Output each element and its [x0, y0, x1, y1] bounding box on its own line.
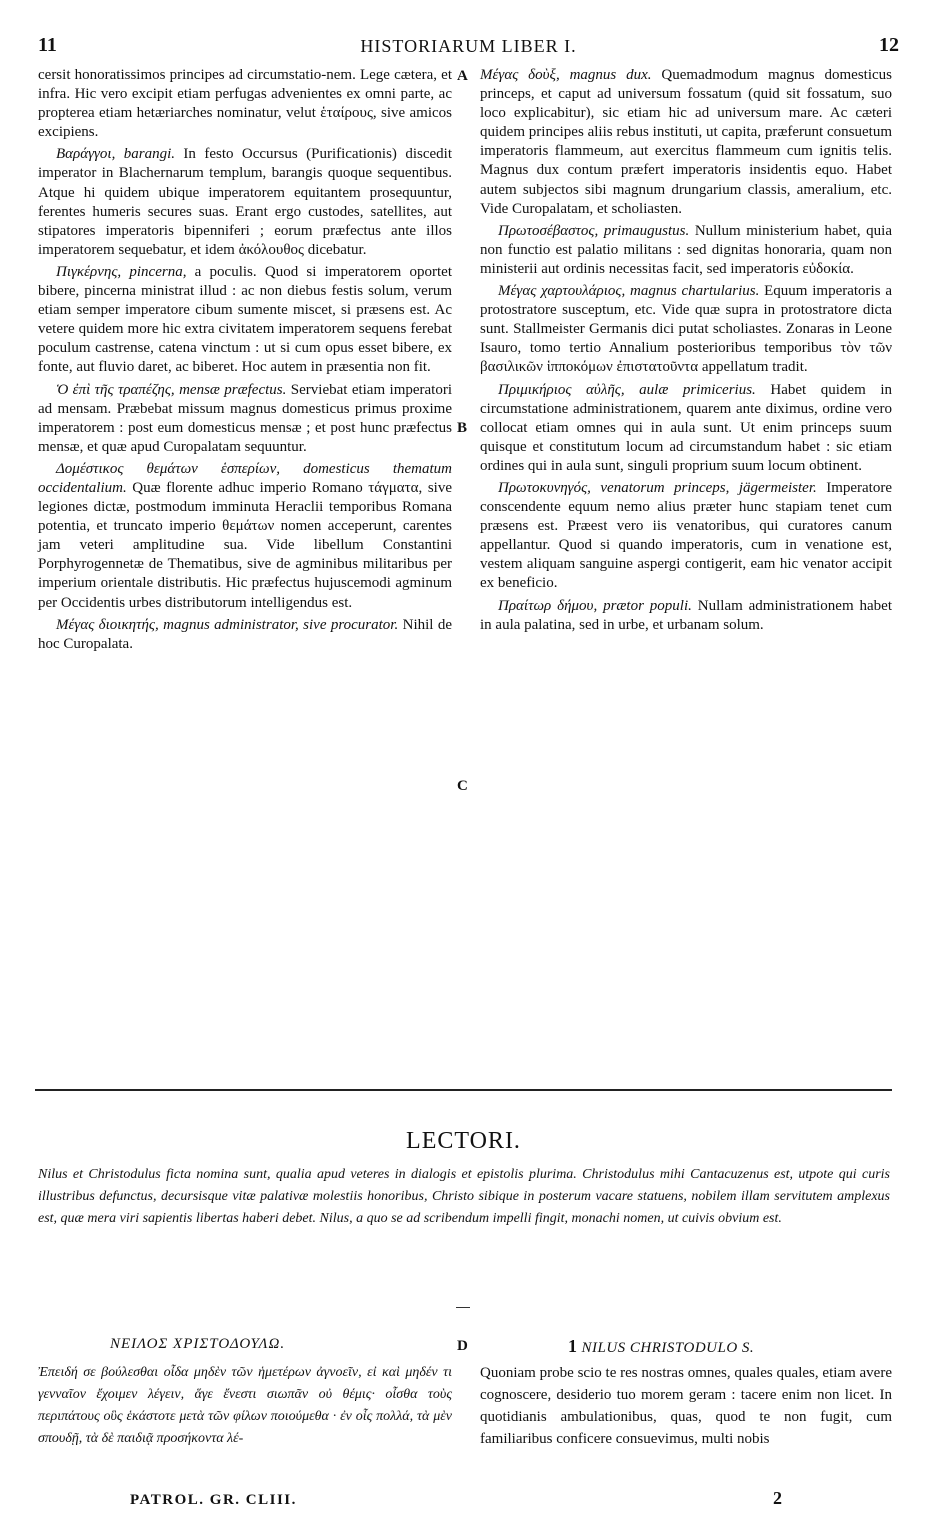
paragraph	[38, 145, 452, 260]
paragraph	[38, 460, 452, 613]
latin-letter-text: Quoniam probe scio te res nostras omnes, quales quales, etiam avere cognoscere, desiderio tuo morem geram : tacere enim non licet. In quotidianis ambulationibus, quas, quod te non fugit, cum familiaribus conficere consuevimus, multi nobis	[480, 1365, 892, 1447]
entry-text: Serviebat etiam imperatori ad mensam. Præbebat missum magnus domesticus primus proxime imperatorem : post eum domesticus mensæ ; et post hunc præfectus mensæ, et quæ apud Curopalatam sequuntur.	[38, 381, 452, 455]
entry-text: cersit honoratissimos principes ad circumstatio-nem. Lege cætera, et infra. Hic vero excipit etiam perfugas advenientes ex omni parte, ac propterea etiam hetæriarches nominatur, velut ἑταίρους, sive amicos excipiens.	[38, 67, 452, 141]
lectori-title: LECTORI.	[406, 1128, 521, 1154]
entry-text: a poculis. Quod si imperatorem oportet bibere, pincerna ministrat illud : ac non diebus festis solum, verum etiam semper imperatore cibum sumente miscet, si præsens est. Ac vetere quidem more hic extra civitatem imperatorem sequens ferebat poculum castrense, catena vinctum : ut si cum opus esset bibere, ex fonte, aut fluvio daret, ac biberet. Hoc autem in præsentia non fit.	[38, 263, 452, 376]
margin-marker-a: A	[457, 68, 468, 84]
small-divider	[456, 1307, 470, 1308]
entry-heading: Βαράγγοι, barangi.	[56, 146, 176, 163]
running-title: HISTORIARUM LIBER I.	[360, 36, 577, 56]
entry-heading: Μέγας διοικητής, magnus administrator, sive procurator.	[56, 616, 399, 633]
margin-marker-c: C	[457, 778, 468, 794]
latin-letter-title	[568, 1336, 754, 1357]
greek-letter-text: Ἐπειδή σε βούλεσθαι οἶδα μηδὲν τῶν ἡμετέρων ἀγνοεῖν, εἰ καὶ μηδέν τι γενναῖον ἔχοιμεν λέγειν, ἅγε ἔνεστι σιωπᾶν οὐ θέμις· οἶσθα τοὺς περιπάτους οὓς ἑκάστοτε μετὰ τῶν φίλων ποιούμεθα · ἐν οἷς πολλά, τὰ μὲν σπουδῇ, τὰ δὲ παιδιᾷ προσήκοντα λέ-	[38, 1365, 452, 1446]
entry-heading: Ὁ ἐπὶ τῆς τραπέζης, mensæ præfectus.	[56, 381, 287, 398]
margin-marker-d: D	[457, 1338, 468, 1354]
paragraph	[480, 282, 892, 377]
paragraph	[480, 597, 892, 635]
entry-heading: Πρωτοκυνηγός, venatorum princeps, jägermeister.	[498, 479, 817, 496]
signature-number: 2	[773, 1488, 782, 1508]
lectori-text: Nilus et Christodulus ficta nomina sunt, qualia apud veteres in dialogis et epistolis plurima. Christodulus mihi Cantacuzenus est, utpote qui curis illustribus defunctus, decursisque vitæ palativæ molestiis honoribus, Christo sibique in posterum vacare statuens, nobilem illam servitutem amplexus est, quæ mera viri sapientis libertas haberi debet. Nilus, a quo se ad scribendum impelli fingit, monachi nomen, ut cuivis obvium est.	[38, 1167, 890, 1226]
greek-letter-title: ΝΕΙΛΟΣ ΧΡΙΣΤΟΔΟΥΛΩ.	[110, 1336, 286, 1352]
entry-text: Habet quidem in circumstatione administrationem, quarem ante diximus, ordine vero collocat etiam omnes qui in aula sunt. Ut enim princeps suum quisque et constitutum locum ad circumstandum habet : sic etiam ordines qui in aula sunt, singuli proprium suum locum obtinent.	[480, 381, 892, 474]
entry-text: Quemadmodum magnus domesticus princeps, et caput ad universum fossatum (quid sit fossatum, suo loco explicabitur), sic etiam hic ad universum mare. Ac cæteri quidem principes aliis rebus instituti, ut capita, præferunt consuetum imperatoris flammeum, aut exercitus flammeum cum ignitis telis. Magnus dux contum præfert imperatoris insidentis equo. Habet autem subjectos sibi magnum drungarium classis, ameralium, etc. Vide Curopalatam, et scholiasten.	[480, 67, 893, 217]
entry-heading: Πιγκέρνης, pincerna,	[56, 263, 187, 280]
letter-number: 1	[568, 1336, 578, 1356]
paragraph	[480, 479, 892, 594]
entry-text: Nullam administrationem habet in aula palatina, sed in urbe, et urbanam solum.	[480, 597, 892, 633]
right-column	[480, 66, 892, 638]
entry-heading: Μέγας χαρτουλάριος, magnus chartularius.	[498, 283, 760, 300]
paragraph	[480, 381, 892, 476]
margin-marker-b: B	[457, 420, 468, 436]
paragraph	[38, 381, 452, 457]
left-column	[38, 66, 452, 657]
latin-letter-heading: NILUS CHRISTODULO S.	[581, 1340, 755, 1356]
paragraph	[38, 263, 452, 378]
paragraph	[480, 222, 892, 279]
entry-text: In festo Occursus (Purificationis) discedit imperator in Blachernarum templum, barangis quoque sequentibus. Atque hi quidem ubique imperatorem equitantem prosequuntur, ferentes humeris secures suas. Erant ergo custodes, satellites, aut stipatores imperatoris bipenniferi ; eorum præfectus ante illos imperatorem sequebatur, et idem ἀκόλουθος dicebatur.	[38, 146, 452, 258]
paragraph	[480, 66, 892, 219]
entry-heading: Δομέστικος θεμάτων ἑσπερίων, domesticus thematum occidentalium.	[38, 460, 452, 496]
paragraph	[38, 616, 452, 654]
entry-text: Imperatore conscendente equum nemo alius præter hunc stapiam tenet cum præsens est. Præest vero iis venatoribus, qui curatores canum appellantur. Quod si quando imperatoris, cum in venatione est, vestem aliquam sanguine aspergi contigerit, eam hic venator accipit ex beneficio.	[480, 479, 892, 592]
entry-text: Nullum ministerium habet, quia non functio est palatio militans : sed dignitas honoraria, quam non ministerii aut ordinis necessitas facit, sed imperatoris εὐδοκία.	[480, 222, 892, 277]
section-divider	[35, 1089, 892, 1091]
signature-mark: PATROL. GR. CLIII.	[130, 1492, 297, 1508]
page-number-left: 11	[38, 34, 57, 56]
entry-text: Quæ florente adhuc imperio Romano τάγματα, sive legiones dictæ, postmodum imminuta Heraclii temporibus Romana potentia, et truncato imperio θεμάτων nomen acceperunt, carentes jam veteri amplitudine sua. Vide libellum Constantini Porphyrogennetæ de Thematibus, sive de agminibus militaribus per imperium orientale distributis. Hic præfectus hujuscemodi agminum per Occidentis urbes distributorum intelligendus est.	[38, 479, 452, 611]
entry-text: Nihil de hoc Curopalata.	[38, 616, 452, 652]
entry-heading: Πρωτοσέβαστος, primaugustus.	[498, 222, 690, 239]
page-number-right: 12	[879, 34, 899, 56]
entry-heading: Πραίτωρ δήμου, prætor populi.	[498, 597, 692, 614]
entry-heading: Πριμικήριος αὐλῆς, aulæ primicerius.	[498, 381, 756, 398]
entry-text: Equum imperatoris a protostratore susceptum, etc. Vide quæ supra in protostratore dicta sunt. Stallmeister Germanis dici putat scholiastes. Zonaras in Leone Isauro, tomo tertio Annalium posterioribus temporibus τὸν τῶν βασιλικῶν ἱπποκόμων ἐπιστατοῦντα appellatum tradit.	[480, 283, 892, 376]
entry-heading: Μέγας δοὺξ, magnus dux.	[480, 67, 652, 83]
paragraph	[38, 66, 452, 142]
running-header	[38, 34, 899, 58]
